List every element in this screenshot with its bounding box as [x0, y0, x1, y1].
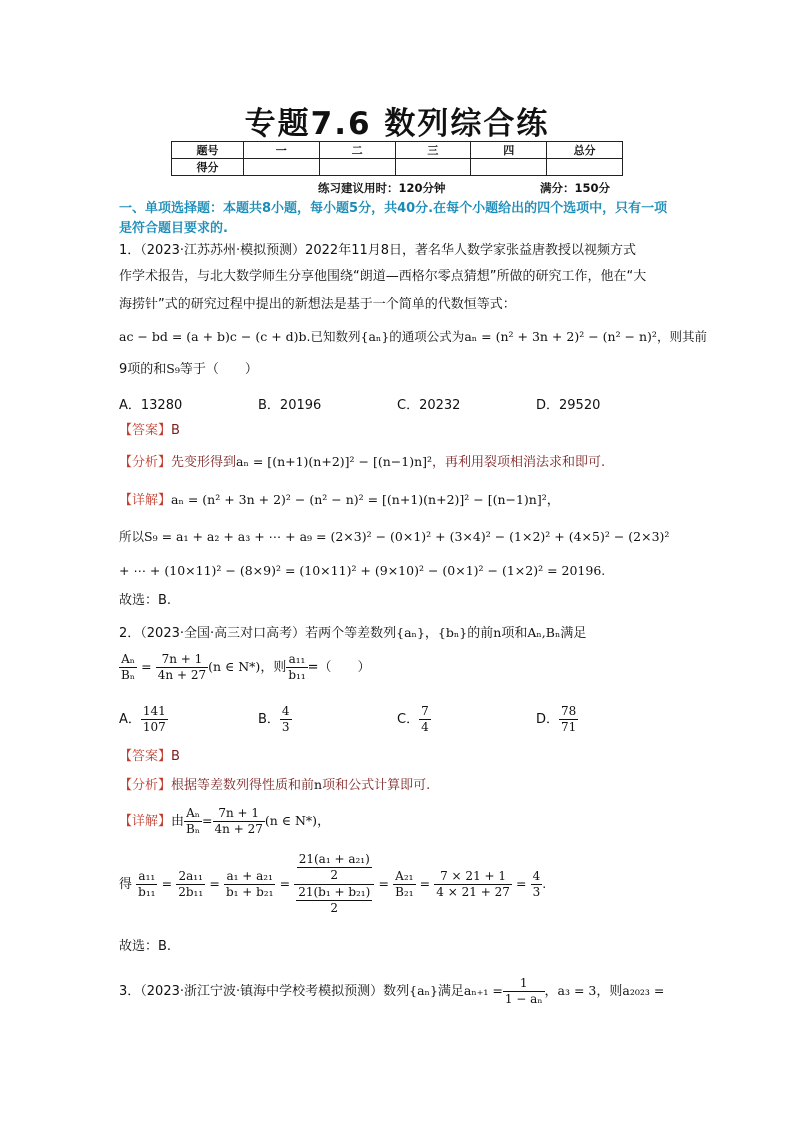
q1-answer [119, 422, 180, 440]
score-input-cell[interactable] [243, 159, 319, 176]
analysis-tag: 【分析】 [119, 778, 172, 793]
q3-text: ，则 [596, 984, 623, 999]
fraction: $\frac{\text{Aₙ}}{\text{Bₙ}}$ [121, 652, 136, 682]
score-cell: 总分 [547, 142, 623, 159]
suggested-time: 练习建议用时：120分钟 [318, 181, 446, 195]
q1-text: 9项的和 [119, 362, 167, 377]
answer-tag: 【答案】 [119, 749, 172, 764]
q1-analysis [119, 453, 605, 472]
detail-formula: aₙ = (n² + 3n + 2)² − (n² − n)² = [(n+1)(n+2)]² − [(n−1)n]² [171, 492, 547, 507]
q1-option-c[interactable]: C．20232 [397, 398, 461, 413]
q1-text: .已知数列 [306, 329, 361, 344]
sum-formula: + ⋯ + (10×11)² − (8×9)² = (10×11)² + (9×10)² − (0×1)² − (1×2)² = 20196 [119, 563, 602, 578]
score-input-cell[interactable] [547, 159, 623, 176]
q1-option-d[interactable]: D．29520 [536, 398, 601, 413]
answer-value: B [171, 423, 180, 438]
detail-text: 由 [171, 814, 185, 829]
q2-text: ，则 [260, 660, 287, 675]
analysis-text: ，再利用裂项相消法求和即可. [432, 455, 606, 470]
q1-option-b[interactable]: B．20196 [258, 398, 322, 413]
q1-choose: 故选：B. [119, 593, 172, 608]
derivation-text: 得 [119, 877, 133, 892]
q2-option-c[interactable]: C． $\frac{7}{4}$ [397, 704, 429, 734]
section-heading: 一、单项选择题：本题共8小题，每小题5分，共40分.在每个小题给出的四个选项中，只有一项是符合题目要求的. [119, 201, 668, 236]
q3-text: ， [544, 984, 558, 999]
q1-detail [119, 491, 560, 510]
score-cell: 一 [243, 142, 319, 159]
sum-punct: . [601, 563, 606, 578]
q2-text: 项和 [501, 626, 528, 641]
fraction: $\frac{1}{\text{1 − aₙ}}$ [504, 976, 543, 1006]
q2-option-a[interactable]: A． $\frac{141}{107}$ [119, 704, 166, 734]
partial-sums-symbol: Aₙ,Bₙ [527, 625, 561, 640]
score-input-cell[interactable] [395, 159, 471, 176]
recurrence-lhs: aₙ₊₁ = [463, 983, 503, 998]
q2-line [119, 624, 586, 643]
score-cell: 三 [395, 142, 471, 159]
q2-condition: $\frac{\text{Aₙ}}{\text{Bₙ}}$ = $\frac{7n + 1}{4n + 27}$ (n ∈ N*)，则 $\frac{\text{a₁₁}}{\text{b₁₁}}$ =（ ） [121, 652, 371, 682]
analysis-text: 项和公式计算即可. [322, 778, 431, 793]
detail-punct: ， [317, 814, 331, 829]
q1-line: 1．（2023·江苏苏州·模拟预测）2022年11月8日，著名华人数学家张益唐教授以视频方式 [119, 243, 637, 258]
answer-tag: 【答案】 [119, 423, 172, 438]
target-term: a₂₀₂₃ = [622, 983, 665, 998]
q2-text: 满足 [560, 626, 587, 641]
score-cell: 得分 [172, 159, 244, 176]
q3-line [119, 976, 664, 1007]
analysis-text: 根据等差数列得性质和前 [171, 778, 315, 793]
variable-n: n [493, 625, 502, 640]
q2-text: =（ ） [307, 660, 371, 675]
q2-text: 2．（2023·全国·高三对口高考）若两个等差数列 [119, 626, 397, 641]
sum-symbol: S₉ [166, 361, 180, 376]
score-cell: 四 [471, 142, 547, 159]
score-input-cell[interactable] [471, 159, 547, 176]
detail-tag: 【详解】 [119, 814, 172, 829]
q2-text: ， [424, 626, 438, 641]
analysis-tag: 【分析】 [119, 455, 172, 470]
q2-choose: 故选：B. [119, 939, 172, 954]
q2-detail: 【详解】由 $\frac{\text{Aₙ}}{\text{Bₙ}}$ = $\frac{7n + 1}{4n + 27}$ (n ∈ N*)， [119, 806, 331, 836]
page-title: 专题7.6 数列综合练 [244, 106, 550, 142]
detail-tag: 【详解】 [119, 493, 172, 508]
fraction: $\frac{\text{a₁₁}}{\text{b₁₁}}$ [288, 652, 306, 682]
sequence-symbol: {aₙ} [409, 983, 438, 998]
sum-text: 所以 [119, 529, 145, 544]
analysis-formula: aₙ = [(n+1)(n+2)]² − [(n−1)n]² [236, 454, 433, 469]
score-table-score-row [172, 159, 623, 176]
fraction: $\frac{7n + 1}{4n + 27}$ [157, 652, 207, 682]
compound-fraction: $\frac{\frac{\text{21(a₁ + a₂₁)}}{2}}{\frac{\text{21(b₁ + b₂₁)}}{2}}$ [294, 852, 374, 917]
q1-line [119, 360, 258, 379]
q1-text: ，则其前 [656, 329, 707, 344]
q1-line [119, 328, 707, 346]
q1-text: 等于（ ） [179, 362, 258, 377]
sequence-symbol: {aₙ} [396, 625, 425, 640]
q1-option-a[interactable]: A．13280 [119, 398, 183, 413]
q1-text: 的通项公式为 [389, 329, 465, 344]
detail-punct: ， [546, 493, 560, 508]
q2-derivation: 得 $\frac{\text{a₁₁}}{\text{b₁₁}}$ = $\frac{\text{2a₁₁}}{\text{2b₁₁}}$ = $\frac{\text{a₁ + a₂₁}}{\text{b₁ + b₂₁}}$ = $\frac{\frac{\text{21(a₁ + a₂₁)}}{2}}{\frac{\text{21(b₁ + b₂₁)}}{2}}$ = $\frac{\text{A₂₁}}{\text{B₂₁}}$ = $\frac{7 \times 21 + 1}{4 \times 21 + 27}$ = $\frac{4}{3}$ . [119, 852, 547, 915]
q2-answer [119, 748, 180, 766]
full-score: 满分：150分 [540, 181, 611, 195]
score-table [171, 141, 623, 176]
general-term-formula: aₙ = (n² + 3n + 2)² − (n² − n)² [464, 329, 657, 344]
score-cell: 二 [319, 142, 395, 159]
fraction: $\frac{\text{Aₙ}}{\text{Bₙ}}$ [186, 806, 201, 836]
variable-n: n [314, 777, 323, 792]
q3-text: 满足 [437, 984, 464, 999]
q1-line: 作学术报告，与北大数学师生分享他围绕“朗道—西格尔零点猜想”所做的研究工作，他在“大 [119, 269, 647, 284]
q1-sum-line [119, 562, 605, 580]
analysis-text: 先变形得到 [171, 455, 237, 470]
condition-domain: (n ∈ N*) [264, 813, 318, 828]
sequence-symbol: {aₙ} [360, 329, 390, 344]
score-cell: 题号 [172, 142, 244, 159]
initial-condition: a₃ = 3 [557, 983, 597, 998]
q1-sum-line [119, 528, 669, 546]
q1-line: 海捞针”式的研究过程中提出的新想法是基于一个简单的代数恒等式： [119, 297, 516, 312]
q2-option-d[interactable]: D． $\frac{78}{71}$ [536, 704, 577, 734]
score-table-header-row [172, 142, 623, 159]
q3-text: 3．（2023·浙江宁波·镇海中学校考模拟预测）数列 [119, 984, 410, 999]
condition-domain: (n ∈ N*) [208, 659, 261, 674]
fraction: $\frac{7n + 1}{4n + 27}$ [214, 806, 263, 836]
sum-formula: S₉ = a₁ + a₂ + a₃ + ⋯ + a₉ = (2×3)² − (0×1)² + (3×4)² − (1×2)² + (4×5)² − (2×3)² [144, 529, 670, 544]
q2-text: 的前 [467, 626, 494, 641]
sequence-symbol: {bₙ} [437, 625, 468, 640]
q2-analysis [119, 776, 430, 795]
identity-formula: ac − bd = (a + b)c − (c + d)b [119, 329, 307, 344]
q2-option-b[interactable]: B． $\frac{4}{3}$ [258, 704, 290, 734]
answer-value: B [171, 749, 180, 764]
score-input-cell[interactable] [319, 159, 395, 176]
